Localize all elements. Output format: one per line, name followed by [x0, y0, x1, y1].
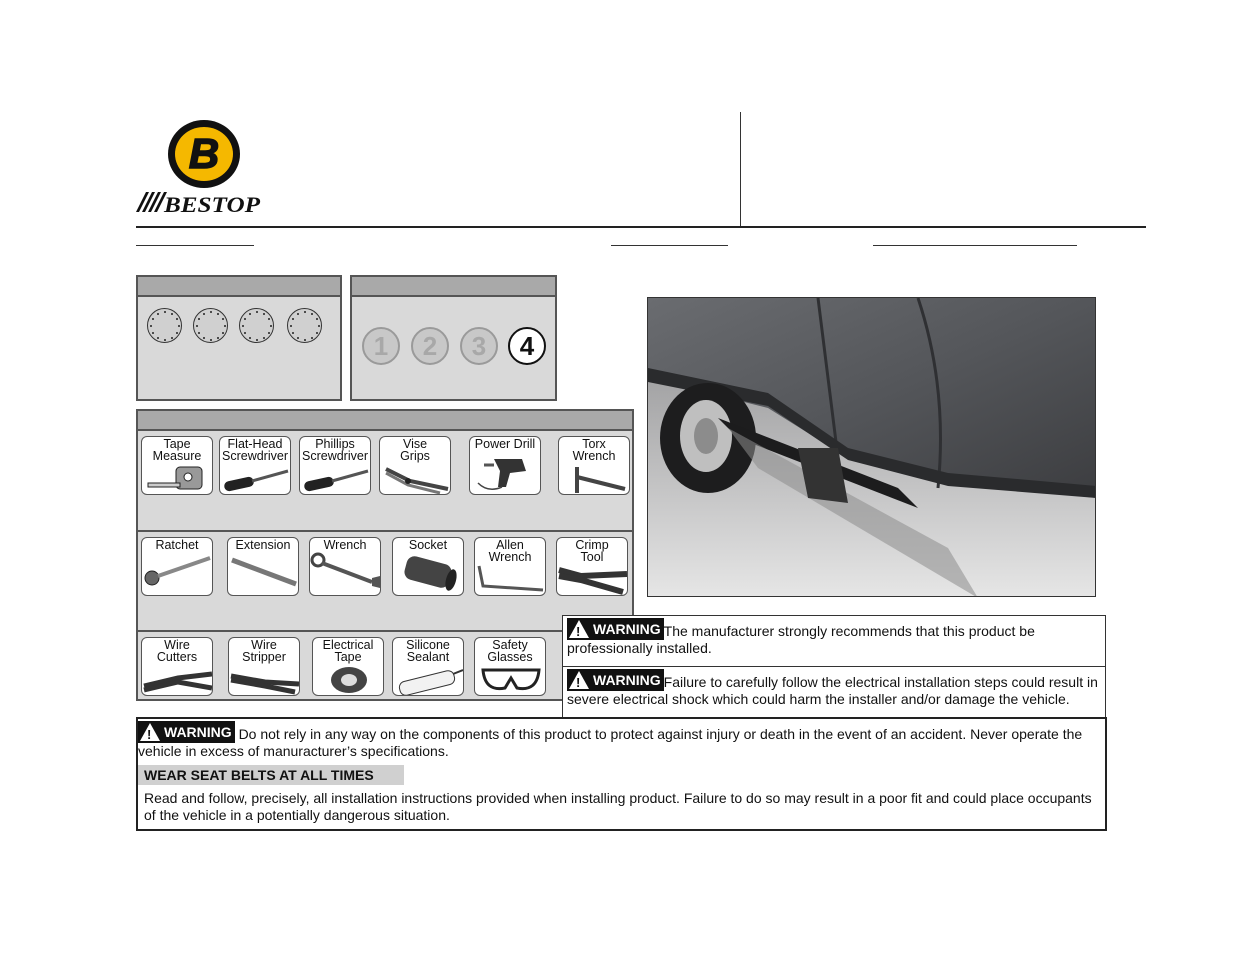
circle-tick [242, 325, 244, 327]
circle-tick [152, 332, 154, 334]
tool-socket [392, 537, 464, 596]
circle-tick [249, 313, 251, 315]
tool-safety-glasses [474, 637, 546, 696]
circle-tick [157, 313, 159, 315]
circle-tick [164, 339, 166, 341]
circle-tick [176, 318, 178, 320]
socket-size-circle [287, 308, 322, 343]
warning-tag [567, 669, 664, 691]
tool-silicone-sealant [392, 637, 464, 696]
electrical-tape-icon [313, 638, 384, 696]
skill-level-4-selected: 4 [508, 327, 546, 365]
tool-label: Wrench [323, 538, 367, 552]
skill-level-1: 1 [362, 327, 400, 365]
circle-tick [263, 337, 265, 339]
warning-triangle-icon [569, 671, 589, 689]
skill-level-header [352, 277, 555, 297]
extension-icon [228, 538, 299, 596]
circle-tick [198, 332, 200, 334]
tool-label: Crimp Tool [575, 538, 609, 564]
crimp-tool-icon [557, 538, 628, 596]
socket-size-circle [239, 308, 274, 343]
allen-wrench-icon [475, 538, 546, 596]
circle-tick [152, 318, 154, 320]
circle-tick [222, 332, 224, 334]
tool-power-drill [469, 436, 541, 495]
instructions-notice: Read and follow, precisely, all installation instructions provided when installing product. Failure to do so may result in a poor fit and could place occupants of the vehicle in a potentially dangerous situation. [144, 790, 1092, 823]
silicone-sealant-icon [393, 638, 464, 696]
circle-tick [164, 311, 166, 313]
circle-tick [210, 311, 212, 313]
underline-field-2 [611, 245, 728, 246]
circle-tick [290, 325, 292, 327]
circle-tick [270, 325, 272, 327]
tool-extension [227, 537, 299, 596]
circle-tick [150, 325, 152, 327]
tools-needed-panel [136, 409, 634, 701]
circle-tick [196, 325, 198, 327]
skill-level-2: 2 [411, 327, 449, 365]
warning-tag-text: WARNING [593, 620, 661, 637]
torx-wrench-icon [559, 437, 630, 495]
warning-triangle-icon [569, 620, 589, 638]
circle-tick [292, 318, 294, 320]
tool-label: Wire Stripper [242, 638, 286, 664]
tool-vise-grips [379, 436, 451, 495]
circle-tick [222, 318, 224, 320]
circle-tick [263, 313, 265, 315]
tool-ratchet [141, 537, 213, 596]
wire-cutters-icon [142, 638, 213, 696]
circle-tick [217, 337, 219, 339]
seat-belt-notice: WEAR SEAT BELTS AT ALL TIMES [138, 765, 404, 785]
circle-tick [224, 325, 226, 327]
circle-tick [256, 311, 258, 313]
tool-wire-stripper [228, 637, 300, 696]
circle-tick [249, 337, 251, 339]
tool-label: Wire Cutters [156, 638, 198, 664]
flathead-screwdriver-icon [220, 437, 291, 495]
safety-glasses-icon [475, 638, 546, 696]
underline-field-1 [136, 245, 254, 246]
circle-tick [268, 332, 270, 334]
tool-wire-cutters [141, 637, 213, 696]
circle-tick [203, 313, 205, 315]
circle-tick [210, 339, 212, 341]
socket-sizes-header [138, 277, 340, 297]
bestop-logo [134, 118, 264, 218]
tool-torx-wrench [558, 436, 630, 495]
tools-needed-header [138, 411, 632, 431]
socket-size-circle [147, 308, 182, 343]
circle-tick [311, 337, 313, 339]
warning-triangle-icon [140, 723, 160, 741]
tool-crimp-tool [556, 537, 628, 596]
socket-icon [393, 538, 464, 596]
circle-tick [244, 318, 246, 320]
tool-label: Torx Wrench [572, 437, 616, 463]
circle-tick [198, 318, 200, 320]
tool-label: Safety Glasses [487, 638, 533, 664]
tool-label: Ratchet [155, 538, 199, 552]
header-rule [136, 226, 1146, 228]
warning-text: Failure to carefully follow the electrical installation steps could result in severe electrical shock which could harm the installer and/or damage the vehicle. [567, 674, 1098, 707]
tools-row-divider [138, 530, 632, 532]
circle-tick [178, 325, 180, 327]
circle-tick [292, 332, 294, 334]
circle-tick [304, 339, 306, 341]
tools-row-divider [138, 630, 632, 632]
tool-allen-wrench [474, 537, 546, 596]
tool-label: Power Drill [474, 437, 536, 451]
circle-tick [316, 318, 318, 320]
tool-label: Vise Grips [400, 437, 430, 463]
warning-components [136, 717, 1107, 831]
warning-professional-install [562, 615, 1106, 667]
skill-level-3: 3 [460, 327, 498, 365]
tool-label: Flat-Head Screwdriver [222, 437, 288, 463]
tool-phillips-screwdriver [299, 436, 371, 495]
circle-tick [157, 337, 159, 339]
tool-label: Tape Measure [152, 437, 202, 463]
tool-flathead-screwdriver [219, 436, 291, 495]
underline-field-3 [873, 245, 1077, 246]
circle-tick [217, 313, 219, 315]
tool-label: Allen Wrench [488, 538, 532, 564]
tool-label: Electrical Tape [322, 638, 374, 664]
circle-tick [311, 313, 313, 315]
vise-grips-icon [380, 437, 451, 495]
circle-tick [256, 339, 258, 341]
warning-electrical [562, 666, 1106, 718]
header-divider [740, 112, 741, 226]
wrench-icon [310, 538, 381, 596]
tool-electrical-tape [312, 637, 384, 696]
tool-label: Socket [408, 538, 448, 552]
warning-tag [138, 721, 235, 743]
circle-tick [318, 325, 320, 327]
warning-tag-text: WARNING [164, 723, 232, 740]
ratchet-icon [142, 538, 213, 596]
circle-tick [171, 313, 173, 315]
power-drill-icon [470, 437, 541, 495]
wire-stripper-icon [229, 638, 300, 696]
circle-tick [171, 337, 173, 339]
tape-measure-icon [142, 437, 213, 495]
warning-tag-text: WARNING [593, 671, 661, 688]
circle-tick [203, 337, 205, 339]
tool-label: Silicone Sealant [406, 638, 450, 664]
circle-tick [297, 337, 299, 339]
logo-mark: B [188, 130, 220, 177]
tool-tape-measure [141, 436, 213, 495]
tool-wrench [309, 537, 381, 596]
socket-sizes-panel [136, 275, 342, 401]
circle-tick [268, 318, 270, 320]
circle-tick [244, 332, 246, 334]
tool-label: Phillips Screwdriver [302, 437, 368, 463]
phillips-screwdriver-icon [300, 437, 371, 495]
warning-tag [567, 618, 664, 640]
skill-level-panel [350, 275, 557, 401]
circle-tick [304, 311, 306, 313]
tool-label: Extension [235, 538, 291, 552]
circle-tick [316, 332, 318, 334]
product-photo [647, 297, 1096, 597]
circle-tick [297, 313, 299, 315]
warning-text: The manufacturer strongly recommends that this product be professionally installed. [567, 623, 1035, 656]
warning-text: Do not rely in any way on the components of this product to protect against injury or death in the event of an accident. Never operate the vehicle in excess of manuracturer’s specifications. [138, 726, 1083, 759]
socket-size-circle [193, 308, 228, 343]
circle-tick [176, 332, 178, 334]
logo-text: BESTOP [162, 192, 261, 217]
